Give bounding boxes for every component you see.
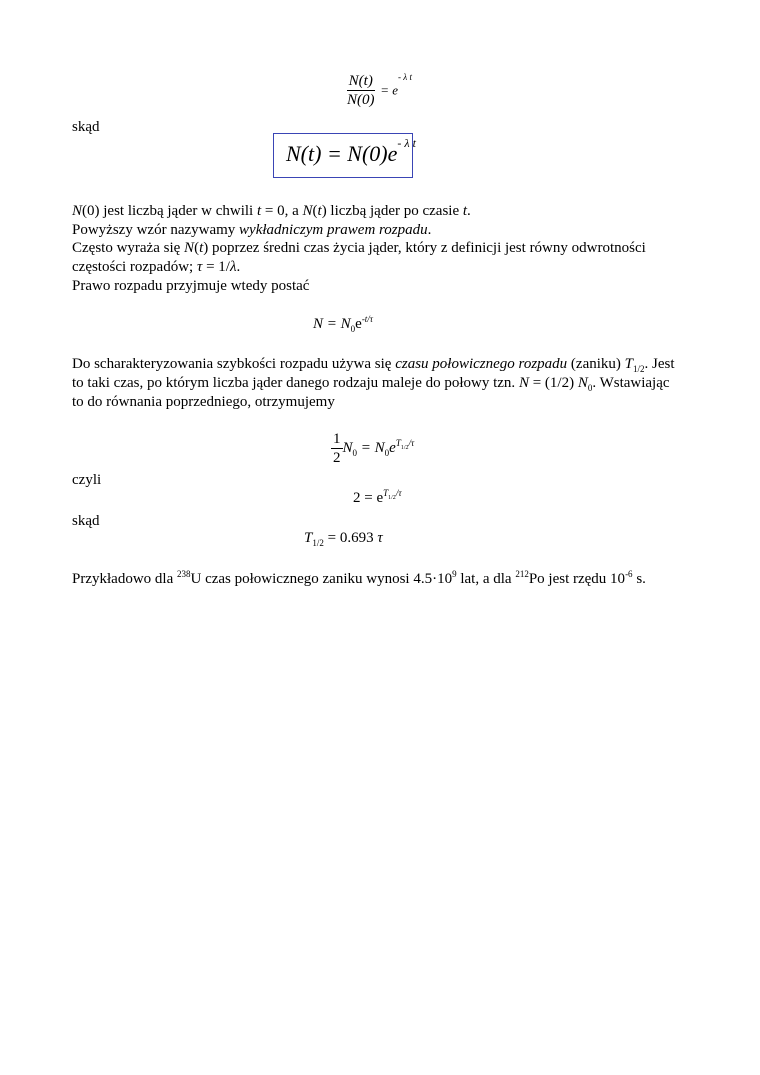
rhs: = e	[380, 82, 399, 98]
exponent: - λ t	[398, 71, 412, 82]
e4exp-end: /τ	[408, 438, 415, 448]
t2: (0) jest liczbą jąder w chwili	[82, 203, 257, 219]
t1: Powyższy wzór nazywamy	[72, 222, 240, 238]
t5: lat, a dla	[456, 571, 516, 587]
t6: (	[312, 203, 318, 219]
boxed-equation-main: N(t) = N(0)e	[286, 141, 398, 166]
para2-line3: to do równania poprzedniego, otrzymujemy	[72, 394, 335, 410]
para2-line1	[72, 355, 675, 374]
e6c: τ	[377, 530, 383, 546]
e3sub: 0	[350, 324, 356, 334]
denominator: 2	[333, 450, 341, 466]
para1-line4	[72, 258, 240, 277]
e3b: e	[355, 316, 362, 332]
t1: to taki czas, po którym liczba jąder danego rodzaju maleje do połowy tzn.	[72, 375, 519, 391]
e5exp-sub: 1/2	[388, 494, 396, 501]
t3: (zaniku)	[567, 356, 625, 372]
e4main	[343, 440, 415, 456]
e4sub: 0	[352, 448, 358, 458]
equation-half	[331, 430, 414, 467]
t5: .	[236, 259, 241, 275]
t7: Po jest rzędu 10	[528, 571, 626, 587]
t4: 9	[452, 569, 457, 579]
t7: t	[317, 203, 322, 219]
t3: = 1/	[202, 259, 230, 275]
e5exp-t: T	[383, 488, 389, 498]
e5exp	[383, 488, 402, 501]
para1-line3	[72, 239, 646, 258]
t4: λ	[229, 259, 237, 275]
text-skad-1: skąd	[72, 119, 100, 135]
e3a: N = N	[313, 316, 351, 332]
t2: N	[184, 240, 195, 256]
t3: (	[194, 240, 200, 256]
boxed-equation-exponent: - λ t	[397, 136, 416, 150]
para1-line1	[72, 202, 471, 221]
t2: τ	[196, 259, 203, 275]
t1: częstości rozpadów;	[72, 259, 197, 275]
e4c: e	[389, 440, 396, 456]
t4: t	[199, 240, 204, 256]
t9: s.	[632, 571, 646, 587]
para1-line5: Prawo rozpadu przyjmuje wtedy postać	[72, 278, 310, 294]
equation-two	[353, 490, 402, 507]
t6: . Wstawiając	[592, 375, 670, 391]
e5a: 2 = e	[353, 490, 384, 506]
e4exp-sub: 1/2	[400, 444, 409, 451]
t6: 212	[515, 569, 529, 579]
text-czyli: czyli	[72, 472, 102, 488]
t10: .	[467, 203, 471, 219]
t3: t	[256, 203, 262, 219]
term-italic: czasu połowicznego rozpadu	[395, 356, 568, 372]
fraction	[345, 72, 377, 109]
t3: U czas połowicznego zaniku wynosi 4.5·10	[190, 571, 453, 587]
e4a: N	[342, 440, 353, 456]
t3: = (1/2)	[528, 375, 578, 391]
e4exp-t: T	[395, 438, 401, 448]
e4b: = N	[357, 440, 385, 456]
para1-line2	[72, 221, 431, 240]
numerator: N(t)	[348, 73, 373, 89]
t1: Często wyraża się	[72, 240, 185, 256]
t6: . Jest	[644, 356, 675, 372]
t5: 0	[587, 383, 593, 393]
t4: T	[624, 356, 633, 372]
e6sub: 1/2	[312, 538, 324, 548]
t8: ) liczbą jąder po czasie	[321, 203, 463, 219]
t3: .	[427, 222, 432, 238]
equation-ratio	[345, 72, 412, 109]
e3exp: -t/τ	[361, 314, 374, 324]
t1: Do scharakteryzowania szybkości rozpadu używa się	[72, 356, 396, 372]
e4sub2: 0	[384, 448, 390, 458]
t1: Przykładowo dla	[72, 571, 177, 587]
t2: N	[518, 375, 529, 391]
para3	[72, 570, 646, 589]
e6a: T	[304, 530, 313, 546]
numerator: 1	[333, 431, 341, 447]
denominator: N(0)	[347, 92, 375, 108]
e5exp-end: /τ	[395, 488, 402, 498]
t2: 238	[176, 569, 191, 579]
equation-tau	[313, 316, 373, 333]
equation-halflife	[304, 530, 383, 547]
t5: 1/2	[633, 364, 645, 374]
fraction-half	[331, 430, 343, 467]
t8: -6	[625, 569, 633, 579]
e6b: = 0.693	[323, 530, 378, 546]
t5: N	[302, 203, 313, 219]
t1: N	[72, 203, 83, 219]
term-italic: wykładniczym prawem rozpadu	[239, 222, 428, 238]
e4exp	[395, 438, 415, 451]
boxed-equation	[286, 136, 416, 167]
text-skad-2: skąd	[72, 513, 100, 529]
t5: ) poprzez średni czas życia jąder, który z definicji jest równy odwrotności	[203, 240, 646, 256]
t9: t	[462, 203, 468, 219]
t4: = 0, a	[261, 203, 303, 219]
para2-line2	[72, 374, 670, 393]
t4: N	[577, 375, 588, 391]
